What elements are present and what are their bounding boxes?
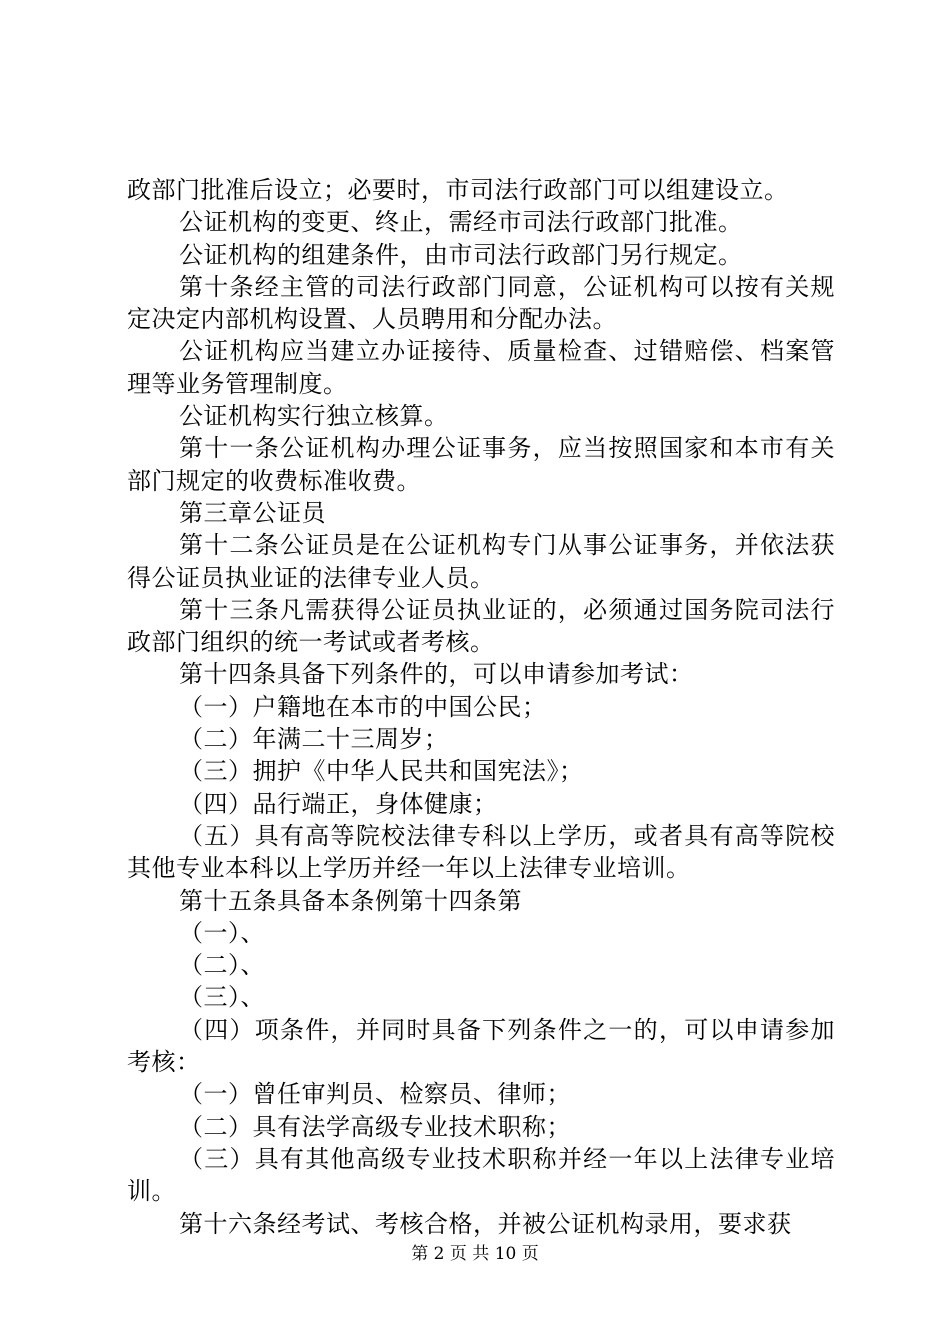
paragraph: （一）曾任审判员、检察员、律师； <box>179 1080 571 1109</box>
paragraph: 第十四条具备下列条件的，可以申请参加考试： <box>179 660 694 689</box>
paragraph: （二）具有法学高级专业技术职称； <box>179 1112 571 1141</box>
paragraph: （四）项条件，并同时具备下列条件之一的，可以申请参加考核： <box>127 1015 835 1077</box>
paragraph: （三）、 <box>179 983 265 1012</box>
paragraph: （三）具有其他高级专业技术职称并经一年以上法律专业培训。 <box>127 1144 835 1206</box>
paragraph: （五）具有高等院校法律专科以上学历，或者具有高等院校其他专业本科以上学历并经一年以上法律专业培训。 <box>127 821 835 883</box>
paragraph: 第十条经主管的司法行政部门同意，公证机构可以按有关规定决定内部机构设置、人员聘用和分配办法。 <box>127 272 835 334</box>
document-body <box>127 174 835 1240</box>
paragraph: （二）年满二十三周岁； <box>179 725 449 754</box>
paragraph: 公证机构的组建条件，由市司法行政部门另行规定。 <box>179 240 743 269</box>
paragraph: （一）户籍地在本市的中国公民； <box>179 692 547 721</box>
paragraph: （三）拥护《中华人民共和国宪法》； <box>179 757 584 786</box>
paragraph: 政部门批准后设立；必要时，市司法行政部门可以组建设立。 <box>127 176 789 204</box>
paragraph: （四）品行端正，身体健康； <box>179 789 498 818</box>
paragraph: 第十二条公证员是在公证机构专门从事公证事务，并依法获得公证员执业证的法律专业人员。 <box>127 531 835 592</box>
paragraph: 公证机构应当建立办证接待、质量检查、过错赔偿、档案管理等业务管理制度。 <box>127 337 835 398</box>
paragraph: （二）、 <box>179 951 265 980</box>
paragraph: 公证机构实行独立核算。 <box>179 402 449 431</box>
paragraph: 第十三条凡需获得公证员执业证的，必须通过国务院司法行政部门组织的统一考试或者考核。 <box>127 595 835 657</box>
paragraph: （一）、 <box>179 918 265 947</box>
page-footer: 第 2 页 共 10 页 <box>411 1244 539 1264</box>
paragraph: 第十六条经考试、考核合格，并被公证机构录用，要求获 <box>179 1209 792 1238</box>
paragraph: 公证机构的变更、终止，需经市司法行政部门批准。 <box>179 208 743 237</box>
paragraph: 第三章公证员 <box>179 498 326 527</box>
paragraph: 第十一条公证机构办理公证事务，应当按照国家和本市有关部门规定的收费标准收费。 <box>127 434 835 495</box>
paragraph: 第十五条具备本条例第十四条第 <box>179 886 522 915</box>
